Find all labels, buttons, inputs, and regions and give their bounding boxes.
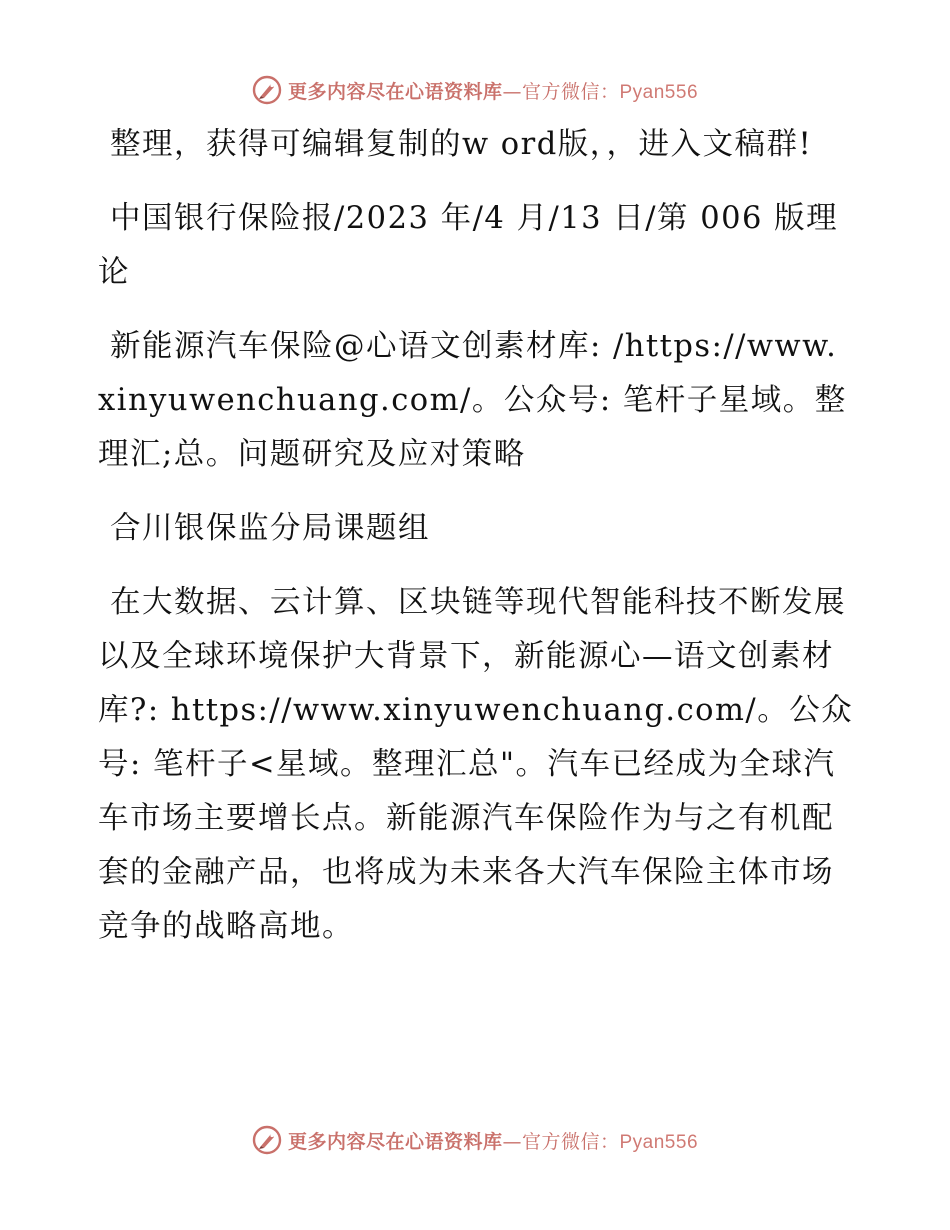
watermark-wechat-handle: Pyan556: [619, 1131, 699, 1153]
paragraph-4: 合川银保监分局课题组: [110, 511, 430, 546]
header-watermark-banner: [0, 70, 950, 110]
paragraph-5: 在大数据、云计算、区块链等现代智能科技不断发展以及全球环境保护大背景下，新能源心—语文创素材库?: https://www.xinyuwenchuang.com/。公众号: 笔杆子<星域。整理汇总"。汽车已经成为全球汽车市场主要增长点。新能源汽车保险作为与之有机配套的金融产品，也将成为未来各大汽车保险主体市场竞争的战略高地。: [98, 585, 854, 944]
footer-watermark-banner: [0, 1120, 950, 1160]
watermark-wechat-handle: Pyan556: [619, 81, 699, 103]
footer-watermark-text: [288, 1127, 698, 1154]
pen-nib-logo-icon: [252, 75, 282, 105]
watermark-main-text: 更多内容尽在心语资料库: [287, 1130, 503, 1153]
document-body: [98, 118, 854, 974]
watermark-separator: —: [502, 1130, 522, 1153]
paragraph-2: 中国银行保险报/2023 年/4 月/13 日/第 006 版理论: [98, 201, 839, 290]
watermark-wechat-label: 官方微信：: [521, 1130, 620, 1153]
watermark-wechat-label: 官方微信：: [521, 80, 620, 103]
paragraph-1: 整理，获得可编辑复制的w ord版，，进入文稿群!: [110, 127, 813, 162]
watermark-separator: —: [502, 80, 522, 103]
paragraph-3: 新能源汽车保险@心语文创素材库: /https://www.xinyuwenchuang.com/。公众号: 笔杆子星域。整理汇;总。问题研究及应对策略: [98, 329, 847, 472]
watermark-main-text: 更多内容尽在心语资料库: [287, 80, 503, 103]
header-watermark-text: [288, 77, 698, 104]
pen-nib-logo-icon: [252, 1125, 282, 1155]
